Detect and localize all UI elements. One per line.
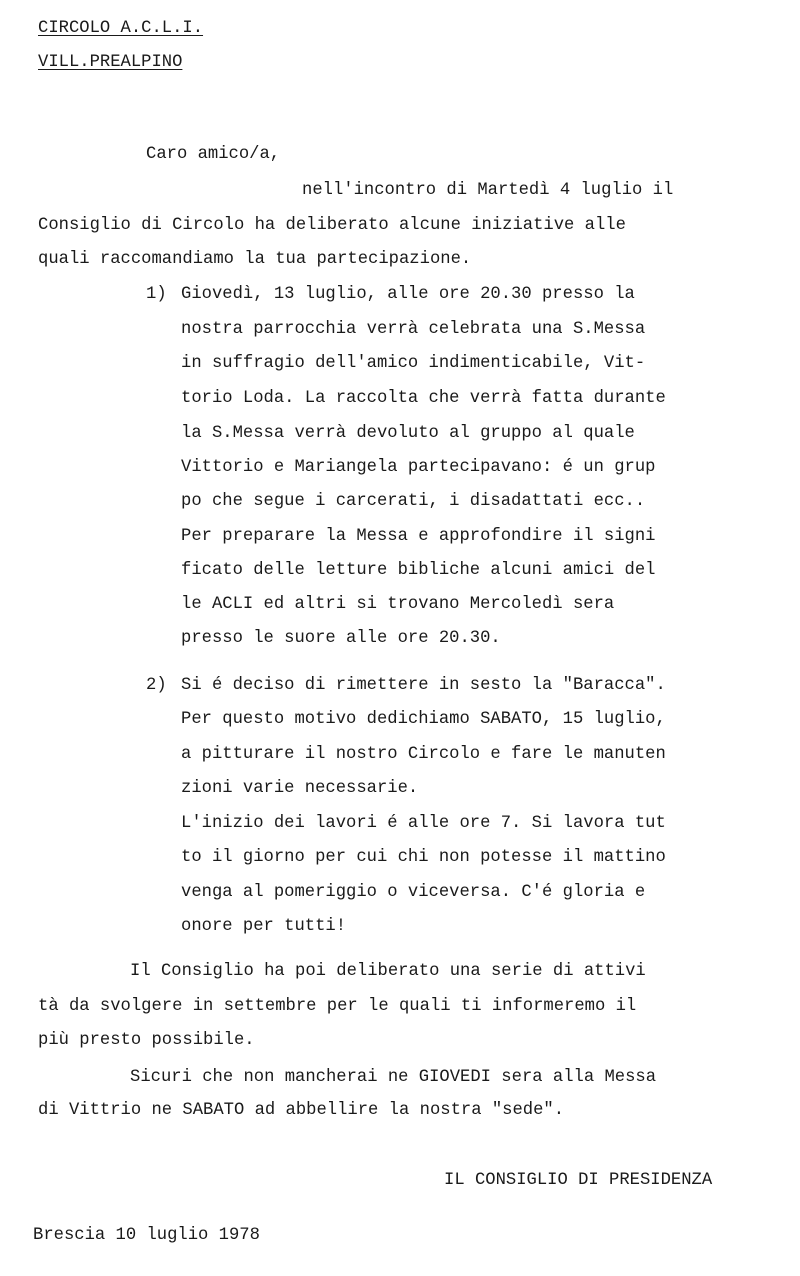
item-1-line: presso le suore alle ore 20.30. — [181, 629, 501, 648]
salutation: Caro amico/a, — [146, 145, 281, 164]
item-1-line: po che segue i carcerati, i disadattati ecc.. — [181, 492, 646, 511]
item-2-line: to il giorno per cui chi non potesse il mattino — [181, 848, 666, 867]
intro-line-1: nell'incontro di Martedì 4 luglio il — [302, 181, 674, 200]
item-2-line: onore per tutti! — [181, 917, 347, 936]
item-2-line: Si é deciso di rimettere in sesto la "Baracca". — [181, 676, 666, 695]
item-1-line: Per preparare la Messa e approfondire il signi — [181, 527, 656, 546]
item-2-line: Per questo motivo dedichiamo SABATO, 15 luglio, — [181, 710, 666, 729]
item-2-line: a pitturare il nostro Circolo e fare le manuten — [181, 745, 666, 764]
item-1-marker: 1) — [146, 285, 167, 304]
intro-line-3: quali raccomandiamo la tua partecipazione. — [38, 250, 472, 269]
item-1-line: in suffragio dell'amico indimenticabile, Vit- — [181, 354, 646, 373]
item-1-line: Giovedì, 13 luglio, alle ore 20.30 presso la — [181, 285, 635, 304]
item-1-line: Vittorio e Mariangela partecipavano: é un grup — [181, 458, 656, 477]
letter-date: Brescia 10 luglio 1978 — [33, 1226, 260, 1245]
item-2-marker: 2) — [146, 676, 167, 695]
item-1-line: ficato delle letture bibliche alcuni amici del — [181, 561, 656, 580]
para-3-line: tà da svolgere in settembre per le quali ti informeremo il — [38, 997, 637, 1016]
org-place: VILL.PREALPINO — [38, 53, 183, 72]
para-3-line: Il Consiglio ha poi deliberato una serie di attivi — [130, 962, 646, 981]
signature: IL CONSIGLIO DI PRESIDENZA — [444, 1171, 713, 1190]
intro-line-2: Consiglio di Circolo ha deliberato alcune iniziative alle — [38, 216, 626, 235]
para-4-line: di Vittrio ne SABATO ad abbellire la nostra "sede". — [38, 1101, 565, 1120]
item-1-line: le ACLI ed altri si trovano Mercoledì sera — [181, 595, 615, 614]
org-name: CIRCOLO A.C.L.I. — [38, 19, 204, 38]
para-3-line: più presto possibile. — [38, 1031, 255, 1050]
item-1-line: la S.Messa verrà devoluto al gruppo al quale — [181, 424, 635, 443]
item-2-line: zioni varie necessarie. — [181, 779, 419, 798]
item-2-line: L'inizio dei lavori é alle ore 7. Si lavora tut — [181, 814, 666, 833]
item-1-line: nostra parrocchia verrà celebrata una S.Messa — [181, 320, 646, 339]
para-4-line: Sicuri che non mancherai ne GIOVEDI sera alla Messa — [130, 1068, 657, 1087]
item-1-line: torio Loda. La raccolta che verrà fatta durante — [181, 389, 666, 408]
item-2-line: venga al pomeriggio o viceversa. C'é gloria e — [181, 883, 646, 902]
